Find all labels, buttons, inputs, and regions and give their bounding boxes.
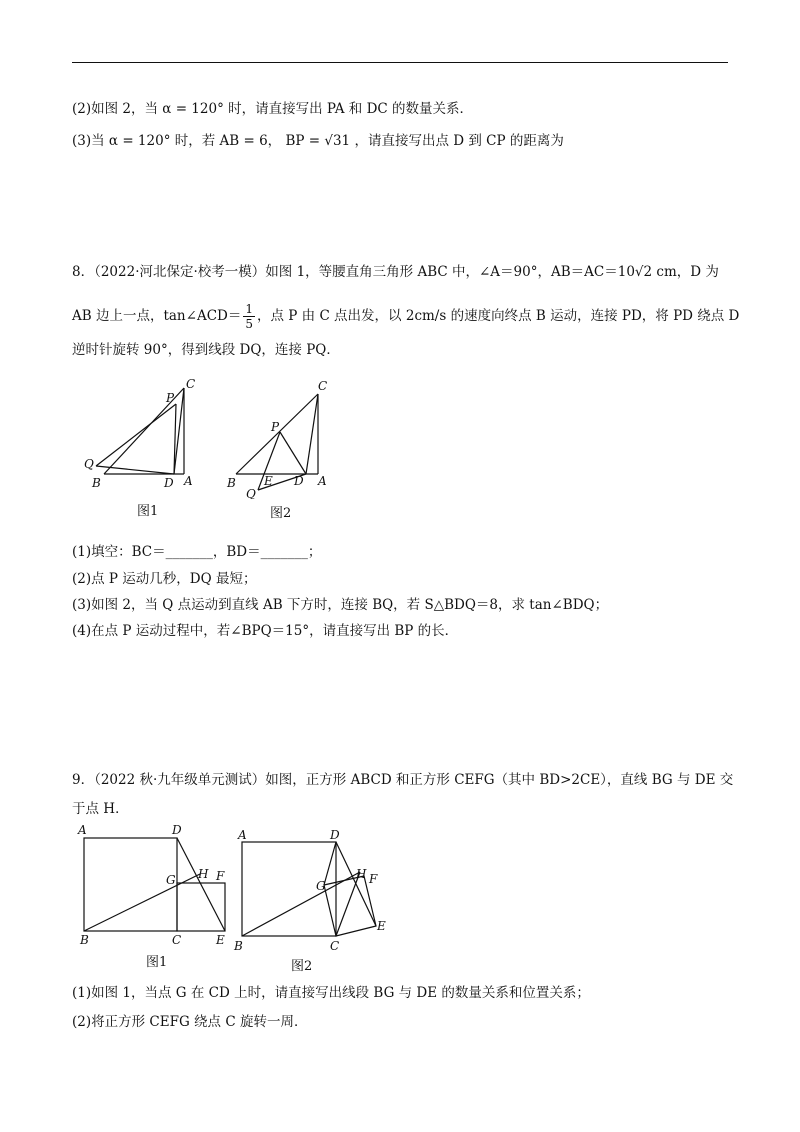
q8-part2: (2)点 P 运动几秒，DQ 最短； <box>72 571 257 587</box>
label-A: A <box>318 474 327 488</box>
q8-intro-1a: 8．（2022·河北保定·校考一模）如图 1，等腰直角三角形 ABC 中，∠A＝90°，AB＝AC＝10 <box>72 264 635 280</box>
q8-part4: (4)在点 P 运动过程中，若∠BPQ＝15°，请直接写出 BP 的长． <box>72 623 459 639</box>
label-B: B <box>80 933 89 947</box>
label-D: D <box>172 823 182 837</box>
segment-QP <box>96 404 176 466</box>
q9-intro-line2: 于点 H． <box>72 801 129 817</box>
q9-figure-2 <box>232 822 392 956</box>
label-H: H <box>356 867 367 881</box>
label-E: E <box>216 933 225 947</box>
line-BG <box>84 874 200 931</box>
label-B: B <box>234 939 243 952</box>
segment-GD <box>324 842 336 885</box>
label-A: A <box>238 828 247 842</box>
label-E: E <box>264 474 273 488</box>
q8-intro-line2 <box>72 302 740 331</box>
label-E: E <box>377 919 386 933</box>
q8-figure-2 <box>222 374 342 503</box>
q7-part3: (3)当 α = 120° 时，若 AB = 6， BP = √31 ，请直接写出点 D 到 CP 的距离为 <box>72 133 564 149</box>
q8-figure-2-caption: 图2 <box>270 506 292 521</box>
q8-figure-1-caption: 图1 <box>137 504 159 519</box>
q8-part3: (3)如图 2，当 Q 点运动到直线 AB 下方时，连接 BQ，若 S△BDQ＝8，求 tan∠BDQ； <box>72 597 609 613</box>
q7-part2: (2)如图 2，当 α = 120° 时，请直接写出 PA 和 DC 的数量关系． <box>72 101 474 117</box>
label-C: C <box>318 379 328 393</box>
q9-figure-2-svg <box>232 822 392 952</box>
q8-intro-1b: √2 cm，D 为 <box>634 264 719 280</box>
label-P: P <box>271 420 280 434</box>
q9-figure-1-svg <box>72 822 232 947</box>
fraction <box>243 302 255 331</box>
label-F: F <box>216 869 225 883</box>
header-rule <box>72 62 728 63</box>
label-G: G <box>316 879 326 893</box>
segment-BC <box>236 394 318 474</box>
label-P: P <box>166 391 175 405</box>
label-F: F <box>369 872 378 886</box>
label-Q: Q <box>84 457 94 471</box>
q8-part1: (1)填空：BC＝_______，BD＝_______； <box>72 544 322 560</box>
q9-intro-line1: 9．（2022 秋·九年级单元测试）如图，正方形 ABCD 和正方形 CEFG（其中 BD>2CE），直线 BG 与 DE 交 <box>72 772 734 788</box>
label-H: H <box>198 867 209 881</box>
label-A: A <box>184 474 193 488</box>
q8-intro-2a: AB 边上一点，tan∠ACD＝ <box>72 308 242 324</box>
segment-DP <box>280 432 306 474</box>
fraction-denominator: 5 <box>245 317 253 331</box>
line-DE <box>177 838 225 931</box>
fraction-numerator: 1 <box>245 302 253 316</box>
square-CEFG <box>177 883 225 931</box>
q8-figure-1-svg <box>80 374 210 494</box>
q9-figure-1 <box>72 822 232 951</box>
label-C: C <box>172 933 182 947</box>
label-Q: Q <box>246 487 256 499</box>
label-B: B <box>227 476 236 490</box>
square-ABCD <box>84 838 177 931</box>
label-B: B <box>92 476 101 490</box>
q9-part1: (1)如图 1，当点 G 在 CD 上时，请直接写出线段 BG 与 DE 的数量关系和位置关系； <box>72 985 590 1001</box>
label-C: C <box>186 377 196 391</box>
q9-part2: (2)将正方形 CEFG 绕点 C 旋转一周． <box>72 1014 308 1030</box>
q8-intro-line3: 逆时针旋转 90°，得到线段 DQ，连接 PQ． <box>72 342 340 358</box>
q8-figure-1 <box>80 374 210 498</box>
label-A: A <box>78 823 87 837</box>
q8-intro-line1 <box>72 262 732 282</box>
segment-DC <box>306 394 318 474</box>
label-D: D <box>164 476 174 490</box>
label-D: D <box>294 474 304 488</box>
label-G: G <box>166 873 176 887</box>
q8-intro-2b: ，点 P 由 C 点出发，以 2cm/s 的速度向终点 B 运动，连接 PD，将 PD 绕点 D <box>256 308 740 324</box>
q9-figure-1-caption: 图1 <box>146 955 168 970</box>
label-D: D <box>330 828 340 842</box>
line-BG <box>242 872 360 936</box>
label-C: C <box>330 939 340 952</box>
q9-figure-2-caption: 图2 <box>291 959 313 974</box>
q8-figure-2-svg <box>222 374 342 499</box>
